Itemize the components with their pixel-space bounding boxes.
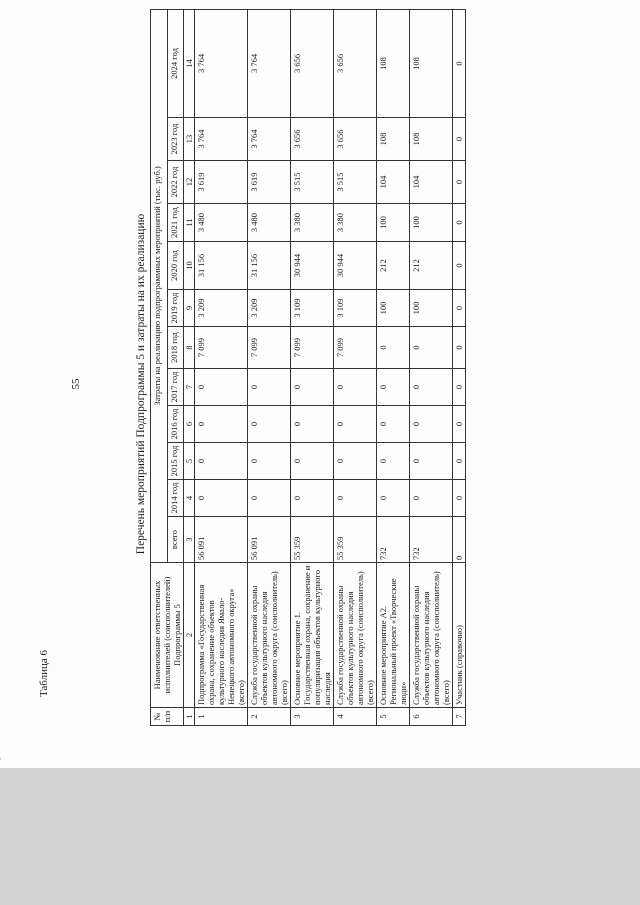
row-value: 7 099 — [334, 327, 377, 369]
header-num: № п/п — [151, 708, 184, 726]
table-title: Перечень мероприятий Подпрограммы 5 и затраты на их реализацию — [135, 213, 147, 555]
row-number: 4 — [334, 708, 377, 726]
column-number: 8 — [184, 327, 195, 369]
row-name: Основное мероприятие А2. Региональный проект «Творческие люди» — [377, 563, 410, 708]
row-value: 3 764 — [195, 118, 248, 161]
row-value: 3 764 — [195, 9, 248, 117]
table-row — [195, 9, 248, 725]
row-value: 104 — [410, 161, 453, 204]
table-row — [453, 9, 466, 725]
column-number: 14 — [184, 9, 195, 117]
row-value: 3 209 — [195, 290, 248, 327]
header-year: 2024 год — [167, 9, 184, 117]
row-value: 0 — [291, 406, 334, 443]
row-value: 30 944 — [291, 242, 334, 290]
row-name: Служба государственной охраны объектов культурного наследия автономного округа (соисполнитель) (всего) — [334, 563, 377, 708]
row-value: 108 — [377, 9, 410, 117]
row-value: 104 — [377, 161, 410, 204]
table-caption: Таблица 6 — [38, 650, 50, 698]
row-value: 108 — [410, 9, 453, 117]
row-value: 0 — [377, 406, 410, 443]
row-value: 0 — [453, 480, 466, 517]
row-value: 3 656 — [291, 118, 334, 161]
row-value: 0 — [453, 118, 466, 161]
header-year: 2016 год — [167, 406, 184, 443]
row-total: 55 359 — [334, 517, 377, 563]
row-value: 3 764 — [248, 118, 291, 161]
row-value: 3 480 — [195, 204, 248, 242]
row-value: 212 — [410, 242, 453, 290]
row-value: 3 480 — [248, 204, 291, 242]
row-name: Участник (справочно) — [453, 563, 466, 708]
row-value: 0 — [291, 369, 334, 406]
column-number: 11 — [184, 204, 195, 242]
row-value: 212 — [377, 242, 410, 290]
row-value: 0 — [453, 242, 466, 290]
row-value: 100 — [410, 204, 453, 242]
row-value: 30 944 — [334, 242, 377, 290]
table-row — [334, 9, 377, 725]
row-value: 3 380 — [291, 204, 334, 242]
row-value: 3 656 — [291, 9, 334, 117]
row-value: 0 — [453, 406, 466, 443]
row-value: 0 — [410, 443, 453, 480]
table-row — [291, 9, 334, 725]
row-value: 0 — [334, 369, 377, 406]
row-value: 100 — [410, 290, 453, 327]
row-value: 0 — [334, 406, 377, 443]
header-year: 2020 год — [167, 242, 184, 290]
header-year: 2017 год — [167, 369, 184, 406]
column-number: 1 — [184, 708, 195, 726]
row-total: 56 091 — [195, 517, 248, 563]
row-name: Подпрограмма «Государственная охрана, сохранение объектов культурного наследия Ямало-Ненецкого автономного округа» (всего) — [195, 563, 248, 708]
row-value: 0 — [377, 443, 410, 480]
row-name: Служба государственной охраны объектов культурного наследия автономного округа (соисполнитель) (всего) — [410, 563, 453, 708]
row-value: 3 619 — [248, 161, 291, 204]
costs-table — [150, 9, 466, 726]
row-value: 7 099 — [291, 327, 334, 369]
table-row — [248, 9, 291, 725]
row-value: 3 619 — [195, 161, 248, 204]
row-value: 7 099 — [248, 327, 291, 369]
row-value: 3 109 — [334, 290, 377, 327]
header-year: 2023 год — [167, 118, 184, 161]
row-value: 0 — [453, 204, 466, 242]
header-year: 2014 год — [167, 480, 184, 517]
corner-mark — [0, 757, 1, 764]
row-value: 0 — [410, 327, 453, 369]
table-body — [195, 9, 466, 725]
row-value: 0 — [195, 480, 248, 517]
row-value: 0 — [334, 480, 377, 517]
column-number: 12 — [184, 161, 195, 204]
row-value: 0 — [248, 480, 291, 517]
row-value: 0 — [377, 480, 410, 517]
row-value: 3 109 — [291, 290, 334, 327]
row-number: 2 — [248, 708, 291, 726]
row-value: 108 — [377, 118, 410, 161]
row-value: 0 — [377, 369, 410, 406]
page-number: 55 — [70, 378, 82, 390]
row-value: 31 156 — [248, 242, 291, 290]
header-year: 2015 год — [167, 443, 184, 480]
row-value: 100 — [377, 204, 410, 242]
row-name: Служба государственной охраны объектов культурного наследия автономного округа (соисполнитель) (всего) — [248, 563, 291, 708]
row-value: 0 — [248, 443, 291, 480]
row-value: 0 — [410, 406, 453, 443]
row-value: 3 764 — [248, 9, 291, 117]
header-year: 2022 год — [167, 161, 184, 204]
row-name: Основное мероприятие 1. Государственная охрана, сохранение и популяризация объектов культурного наследия — [291, 563, 334, 708]
row-value: 100 — [377, 290, 410, 327]
header-year: 2021 год — [167, 204, 184, 242]
row-number: 6 — [410, 708, 453, 726]
column-number: 13 — [184, 118, 195, 161]
row-value: 0 — [453, 9, 466, 117]
row-value: 0 — [453, 369, 466, 406]
row-value: 3 656 — [334, 9, 377, 117]
row-number: 5 — [377, 708, 410, 726]
row-value: 3 656 — [334, 118, 377, 161]
column-number: 3 — [184, 517, 195, 563]
row-value: 0 — [453, 443, 466, 480]
row-value: 31 156 — [195, 242, 248, 290]
row-value: 0 — [377, 327, 410, 369]
column-number: 9 — [184, 290, 195, 327]
row-value: 0 — [195, 443, 248, 480]
column-number-row — [184, 9, 195, 725]
row-value: 7 099 — [195, 327, 248, 369]
row-value: 3 209 — [248, 290, 291, 327]
table-row — [377, 9, 410, 725]
row-value: 0 — [195, 369, 248, 406]
column-number: 7 — [184, 369, 195, 406]
header-year: 2018 год — [167, 327, 184, 369]
row-number: 7 — [453, 708, 466, 726]
table-row — [410, 9, 453, 725]
header-costs: Затраты на реализацию подпрограммных мероприятий (тыс. руб.) — [151, 9, 168, 562]
column-number: 6 — [184, 406, 195, 443]
row-total: 55 359 — [291, 517, 334, 563]
column-number: 10 — [184, 242, 195, 290]
row-value: 0 — [248, 406, 291, 443]
row-value: 3 380 — [334, 204, 377, 242]
row-value: 3 515 — [334, 161, 377, 204]
row-value: 3 515 — [291, 161, 334, 204]
row-value: 0 — [410, 369, 453, 406]
header-row-top — [151, 9, 168, 725]
row-value: 0 — [195, 406, 248, 443]
header-name: Наименование ответственных исполнителей (соисполнителей) Подпрограммы 5 — [151, 563, 184, 708]
row-total: 732 — [377, 517, 410, 563]
column-number: 5 — [184, 443, 195, 480]
row-value: 0 — [291, 443, 334, 480]
column-number: 4 — [184, 480, 195, 517]
row-value: 0 — [453, 161, 466, 204]
row-number: 3 — [291, 708, 334, 726]
row-value: 0 — [248, 369, 291, 406]
row-value: 0 — [410, 480, 453, 517]
row-total: 732 — [410, 517, 453, 563]
header-year: 2019 год — [167, 290, 184, 327]
row-value: 108 — [410, 118, 453, 161]
row-total: 0 — [453, 517, 466, 563]
column-number: 2 — [184, 563, 195, 708]
row-number: 1 — [195, 708, 248, 726]
row-total: 56 091 — [248, 517, 291, 563]
row-value: 0 — [291, 480, 334, 517]
row-value: 0 — [453, 290, 466, 327]
header-total: всего — [167, 517, 184, 563]
row-value: 0 — [334, 443, 377, 480]
row-value: 0 — [453, 327, 466, 369]
